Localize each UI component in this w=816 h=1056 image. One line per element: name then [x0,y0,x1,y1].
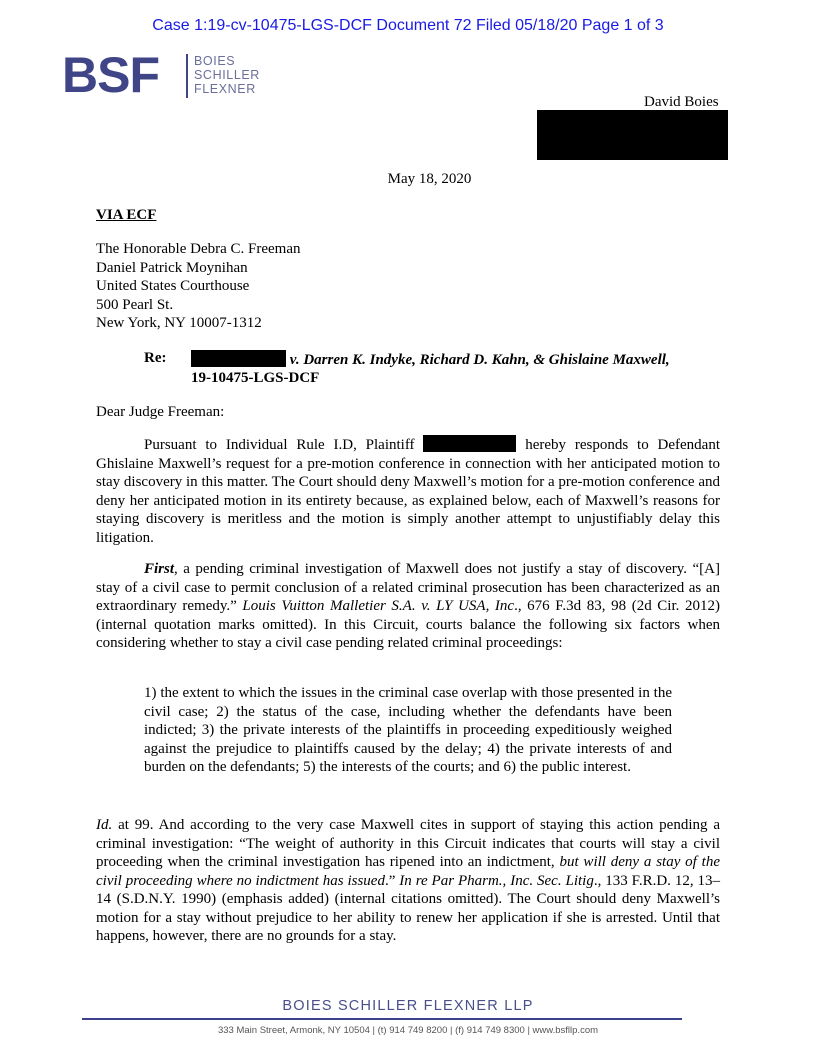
paragraph-text: , a pending criminal investigation of Maxwell does not justify a stay of discovery. “[A] stay of a civil case to permit conclusion of a related criminal prosecution has been characterized as an extraordinary remedy.” [96,561,720,614]
address-line: The Honorable Debra C. Freeman [96,241,301,257]
re-caption [191,350,731,387]
logo-line-3: FLEXNER [194,82,256,96]
address-line: 500 Pearl St. [96,296,174,313]
block-quote: 1) the extent to which the issues in the criminal case overlap with those presented in the civil case; 2) the status of the case, including whether the defendants have been indicted; 3) the private interests of the plaintiffs in proceeding expeditiously weighed against the prejudice to plaintiffs caused by the delay; 4) the private interests of and burden on the defendants; 5) the interests of the courts; and 6) the public interest. [144,685,672,775]
paragraph-text: hereby responds to Defendant Ghislaine Maxwell’s request for a pre-motion conference in connection with her anticipated motion to stay discovery in this matter. The Court should deny Maxwell’s motion for a pre-motion conference and deny her anticipated motion in its entirety because, as explained below, each of Maxwell’s reasons for staying discovery is meritless and the motion is simply another attempt to unjustifiably delay this litigation. [96,437,721,546]
paragraph-1 [96,435,720,547]
address-line: Daniel Patrick Moynihan [96,259,248,276]
case-citation: In re Par Pharm., Inc. Sec. Litig [399,872,594,889]
emphasized-quote: but will deny a stay of the civil proceeding where no indictment has issued [96,854,720,889]
paragraph-text: ., 133 F.R.D. 12, 13–14 (S.D.N.Y. 1990) (emphasis added) (internal citations omitted). The Court should deny Maxwell’s motion for a stay without prejudice to her ability to renew her application if she is arrested. Until that happens, however, there are no grounds for a stay. [96,872,720,944]
paragraph-text: ., 676 F.3d 83, 98 (2d Cir. 2012) (internal quotation marks omitted). In this Circuit, courts balance the following six factors when considering whether to stay a civil case pending related criminal proceedings: [96,598,720,651]
paragraph-text: Pursuant to Individual Rule I.D, Plaintiff [144,437,415,453]
footer-divider [82,1018,682,1020]
case-number: 19-10475-LGS-DCF [191,370,320,386]
paragraph-3 [96,816,720,946]
re-label: Re: [144,350,167,366]
redaction-box [423,435,516,452]
footer-address: 333 Main Street, Armonk, NY 10504 | (t) 914 749 8200 | (f) 914 749 8300 | www.bsfllp.com [217,1025,599,1036]
letter-date: May 18, 2020 [387,171,472,187]
firm-logo [62,52,282,100]
redaction-box [191,350,286,367]
case-citation: Louis Vuitton Malletier S.A. v. LY USA, Inc [242,598,515,614]
address-line: New York, NY 10007-1312 [96,315,262,331]
salutation: Dear Judge Freeman: [96,404,225,420]
logo-wordmark [194,54,260,96]
paragraph-text: .” [384,872,400,889]
emphasis-first: First [144,561,175,577]
logo-line-1: BOIES [194,54,236,68]
case-header: Case 1:19-cv-10475-LGS-DCF Document 72 Filed 05/18/20 Page 1 of 3 [152,17,664,34]
logo-mark-text: BSF [62,52,159,100]
delivery-method: VIA ECF [96,207,157,223]
signature-name: David Boies [644,94,719,110]
address-line: United States Courthouse [96,278,250,294]
paragraph-text: at 99. And according to the very case Maxwell cites in support of staying this action pending a criminal investigation: “The weight of authority in this Circuit indicates that courts will stay a civil proceeding when the criminal investigation has ripened into an indictment, [96,817,720,870]
paragraph-2 [96,560,720,653]
footer-firm-name: BOIES SCHILLER FLEXNER LLP [282,998,534,1014]
bsf-logo-mark [62,52,187,100]
case-caption: v. Darren K. Indyke, Richard D. Kahn, & Ghislaine Maxwell, [289,352,670,368]
redaction-box [537,110,728,160]
addressee-block [96,240,301,333]
logo-line-2: SCHILLER [194,68,260,82]
id-citation: Id. [96,817,113,833]
logo-divider [186,54,188,98]
